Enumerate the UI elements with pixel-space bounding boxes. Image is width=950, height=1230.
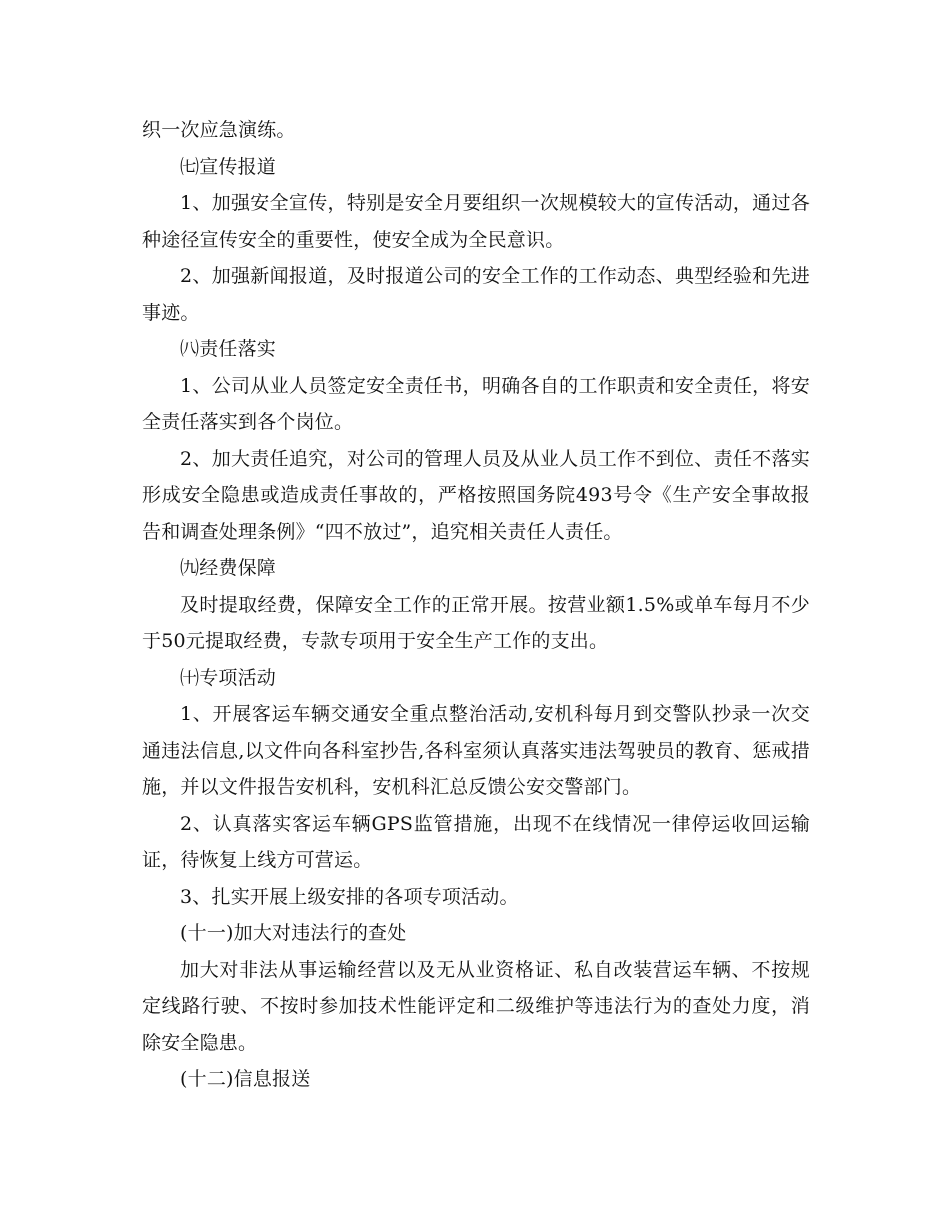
section-heading-funding: ㈨经费保障 — [180, 557, 277, 579]
document-body — [142, 112, 810, 1098]
section-heading-publicity: ㈦宣传报道 — [180, 155, 277, 178]
section-heading-violations: (十一)加大对违法行的查处 — [180, 922, 407, 944]
paragraph-funding: 及时提取经费，保障安全工作的正常开展。按营业额1.5%或单车每月不少于50元提取经费，专款专项用于安全生产工作的支出。 — [142, 593, 810, 652]
paragraph-responsibility-2: 2、加大责任追究，对公司的管理人员及从业人员工作不到位、责任不落实形成安全隐患或造成责任事故的，严格按照国务院493号令《生产安全事故报告和调查处理条例》“四不放过”，追究相关责任人责任。 — [142, 447, 810, 543]
paragraph-violations: 加大对非法从事运输经营以及无从业资格证、私自改装营运车辆、不按规定线路行驶、不按时参加技术性能评定和二级维护等违法行为的查处力度，消除安全隐患。 — [142, 958, 810, 1054]
paragraph-publicity-1: 1、加强安全宣传，特别是安全月要组织一次规模较大的宣传活动，通过各种途径宣传安全的重要性，使安全成为全民意识。 — [142, 192, 810, 251]
paragraph-publicity-2: 2、加强新闻报道，及时报道公司的安全工作的工作动态、典型经验和先进事迹。 — [142, 265, 810, 324]
paragraph-special-activities-1: 1、开展客运车辆交通安全重点整治活动,安机科每月到交警队抄录一次交通违法信息,以文件向各科室抄告,各科室须认真落实违法驾驶员的教育、惩戒措施，并以文件报告安机科，安机科汇总反馈公安交警部门。 — [142, 703, 810, 798]
section-heading-info-reporting: (十二)信息报送 — [180, 1068, 311, 1090]
paragraph-responsibility-1: 1、公司从业人员签定安全责任书，明确各自的工作职责和安全责任，将安全责任落实到各个岗位。 — [142, 374, 810, 433]
paragraph-continuation: 织一次应急演练。 — [142, 119, 296, 141]
paragraph-special-activities-3: 3、扎实开展上级安排的各项专项活动。 — [180, 885, 519, 908]
paragraph-special-activities-2: 2、认真落实客运车辆GPS监管措施，出现不在线情况一律停运收回运输证，待恢复上线方可营运。 — [142, 812, 810, 871]
section-heading-responsibility: ㈧责任落实 — [180, 338, 277, 360]
section-heading-special-activities: ㈩专项活动 — [180, 666, 277, 689]
